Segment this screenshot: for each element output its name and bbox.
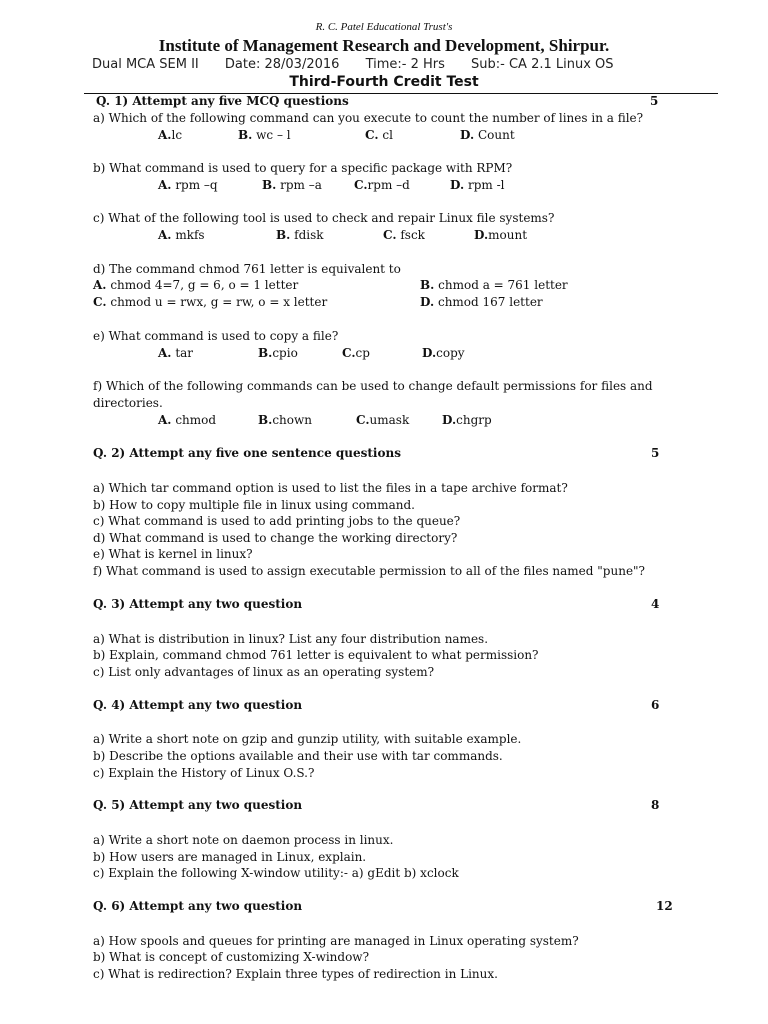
q2-item: a) Which tar command option is used to list the files in a tape archive format? bbox=[93, 481, 568, 495]
q1f-opt-b: B.chown bbox=[258, 413, 313, 427]
q1f-opt-c: C.umask bbox=[356, 413, 410, 427]
q4-item: a) Write a short note on gzip and gunzip utility, with suitable example. bbox=[93, 732, 522, 746]
q1b-opt-a: A. rpm –q bbox=[158, 178, 218, 192]
exam-time: Time:- 2 Hrs bbox=[365, 57, 445, 72]
q1e-text: e) What command is used to copy a file? bbox=[93, 329, 339, 343]
q5-marks: 8 bbox=[651, 798, 660, 812]
q6-heading: Q. 6) Attempt any two question bbox=[93, 899, 303, 913]
q3-heading: Q. 3) Attempt any two question bbox=[93, 597, 303, 611]
q2-item: e) What is kernel in linux? bbox=[93, 547, 253, 561]
q1d-opt-a: A. chmod 4=7, g = 6, o = 1 letter bbox=[93, 278, 299, 292]
q2-item: b) How to copy multiple file in linux using command. bbox=[93, 498, 415, 512]
exam-date: Date: 28/03/2016 bbox=[224, 57, 340, 72]
q3-marks: 4 bbox=[651, 597, 660, 611]
test-title: Third-Fourth Credit Test bbox=[289, 74, 479, 90]
q1b-text: b) What command is used to query for a specific package with RPM? bbox=[93, 161, 513, 175]
q6-item: a) How spools and queues for printing are managed in Linux operating system? bbox=[93, 934, 579, 948]
q1-marks: 5 bbox=[650, 94, 659, 108]
q6-item: b) What is concept of customizing X-window? bbox=[93, 950, 370, 964]
q6-marks: 12 bbox=[656, 899, 673, 913]
q1c-opt-d: D.mount bbox=[474, 228, 528, 242]
q1f-text-line1: f) Which of the following commands can be used to change default permissions for files and bbox=[93, 379, 653, 393]
trust-name: R. C. Patel Educational Trust's bbox=[315, 21, 453, 33]
subject: Sub:- CA 2.1 Linux OS bbox=[471, 57, 614, 72]
q1f-opt-d: D.chgrp bbox=[442, 413, 492, 427]
q4-marks: 6 bbox=[651, 698, 660, 712]
q5-item: b) How users are managed in Linux, explain. bbox=[93, 850, 367, 864]
q1a-opt-c: C. cl bbox=[365, 128, 393, 142]
q6-item: c) What is redirection? Explain three types of redirection in Linux. bbox=[93, 967, 498, 981]
q1c-text: c) What of the following tool is used to check and repair Linux file systems? bbox=[93, 211, 555, 225]
q2-heading: Q. 2) Attempt any five one sentence questions bbox=[93, 446, 401, 460]
exam-meta bbox=[92, 57, 636, 72]
q1e-opt-d: D.copy bbox=[422, 346, 465, 360]
q4-heading: Q. 4) Attempt any two question bbox=[93, 698, 303, 712]
q1d-opt-b: B. chmod a = 761 letter bbox=[420, 278, 568, 292]
institute-name: Institute of Management Research and Development, Shirpur. bbox=[158, 36, 610, 55]
q1c-opt-a: A. mkfs bbox=[158, 228, 205, 242]
q5-heading: Q. 5) Attempt any two question bbox=[93, 798, 303, 812]
q2-marks: 5 bbox=[651, 446, 660, 460]
q1b-opt-c: C.rpm –d bbox=[354, 178, 410, 192]
q2-item: d) What command is used to change the working directory? bbox=[93, 531, 458, 545]
q1d-text: d) The command chmod 761 letter is equivalent to bbox=[93, 262, 401, 276]
q1b-opt-d: D. rpm -l bbox=[450, 178, 505, 192]
q1a-opt-b: B. wc – l bbox=[238, 128, 291, 142]
q1e-opt-a: A. tar bbox=[158, 346, 194, 360]
q2-item: f) What command is used to assign executable permission to all of the files named "pune"? bbox=[93, 564, 645, 578]
q4-item: b) Describe the options available and their use with tar commands. bbox=[93, 749, 503, 763]
q2-item: c) What command is used to add printing jobs to the queue? bbox=[93, 514, 461, 528]
q1b-opt-b: B. rpm –a bbox=[262, 178, 322, 192]
q3-item: a) What is distribution in linux? List any four distribution names. bbox=[93, 632, 489, 646]
q4-item: c) Explain the History of Linux O.S.? bbox=[93, 766, 315, 780]
q1a-opt-a: A.lc bbox=[158, 128, 183, 142]
q1f-opt-a: A. chmod bbox=[158, 413, 217, 427]
q1d-opt-d: D. chmod 167 letter bbox=[420, 295, 543, 309]
q1e-opt-c: C.cp bbox=[342, 346, 370, 360]
q1e-opt-b: B.cpio bbox=[258, 346, 298, 360]
q1-heading: Q. 1) Attempt any five MCQ questions bbox=[96, 94, 349, 108]
q1a-text: a) Which of the following command can you execute to count the number of lines in a file? bbox=[93, 111, 644, 125]
q1c-opt-b: B. fdisk bbox=[276, 228, 324, 242]
q1f-text-line2: directories. bbox=[93, 396, 163, 410]
q1a-opt-d: D. Count bbox=[460, 128, 515, 142]
q3-item: c) List only advantages of linux as an operating system? bbox=[93, 665, 435, 679]
q5-item: c) Explain the following X-window utility:- a) gEdit b) xclock bbox=[93, 866, 459, 880]
q1c-opt-c: C. fsck bbox=[383, 228, 425, 242]
course: Dual MCA SEM II bbox=[92, 57, 199, 72]
q5-item: a) Write a short note on daemon process in linux. bbox=[93, 833, 394, 847]
q3-item: b) Explain, command chmod 761 letter is equivalent to what permission? bbox=[93, 648, 539, 662]
q1d-opt-c: C. chmod u = rwx, g = rw, o = x letter bbox=[93, 295, 328, 309]
